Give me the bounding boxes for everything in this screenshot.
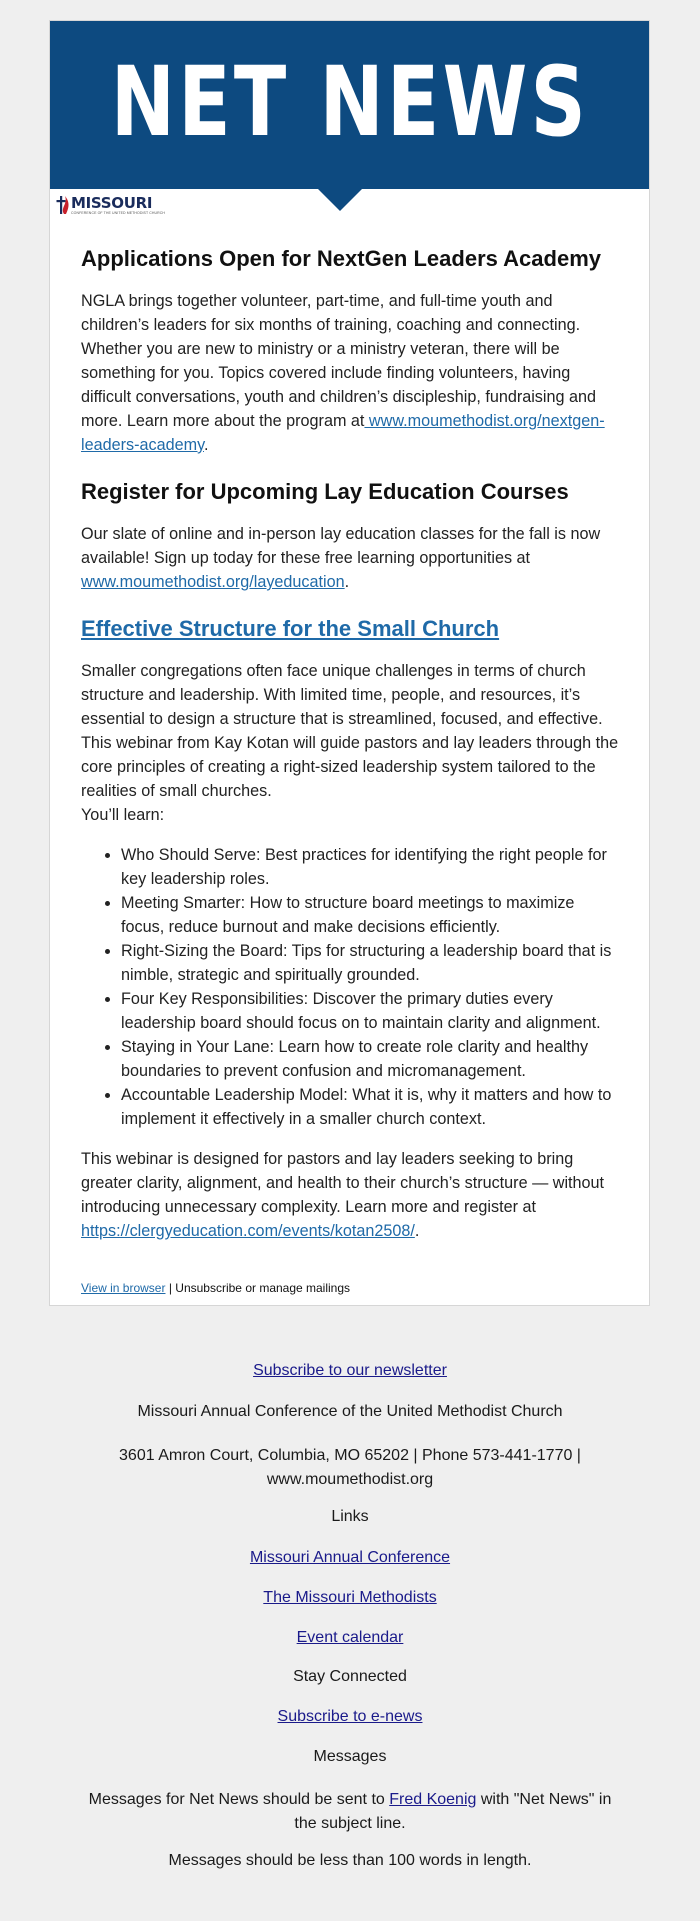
list-item: • Right-Sizing the Board: Tips for structuring a leadership board that is nimble, strategic and spiritually grounded. (121, 939, 621, 987)
card-footer (81, 1281, 621, 1295)
unsubscribe-link[interactable]: Unsubscribe or manage mailings (175, 1281, 351, 1295)
missouri-annual-conference-link[interactable]: Missouri Annual Conference (249, 1549, 451, 1566)
section-body (81, 522, 621, 594)
footer-link-row (0, 1549, 700, 1567)
missouri-methodists-link[interactable]: The Missouri Methodists (263, 1589, 437, 1606)
article-content (81, 245, 621, 1295)
subscribe-newsletter-link[interactable]: Subscribe to our newsletter (253, 1362, 447, 1379)
section-text: NGLA brings together volunteer, part-time, and full-time youth and children’s leaders for six months of training, coaching and connecting. Whether you are new to ministry or a ministry veteran, there will be something for you. Topics covered include finding volunteers, having difficult conversations, youth and children’s discipleship, fundraising and more. Learn more about the program at (81, 292, 597, 430)
list-item: • Who Should Serve: Best practices for identifying the right people for key leadership roles. (121, 843, 621, 891)
messages-line: the subject line. (294, 1815, 406, 1832)
punctuation: . (414, 1222, 420, 1240)
messages-text: with "Net News" in (476, 1791, 612, 1808)
list-item: • Staying in Your Lane: Learn how to create role clarity and healthy boundaries to prevent confusion and micromanagement. (121, 1035, 621, 1083)
messages-heading: Messages (313, 1748, 387, 1765)
address-line: 3601 Amron Court, Columbia, MO 65202 | Phone 573-441-1770 | (119, 1447, 581, 1464)
footer-link-row (0, 1589, 700, 1607)
fred-koenig-link[interactable]: Fred Koenig (389, 1791, 477, 1808)
learn-label: You’ll learn: (81, 806, 165, 824)
subscribe-newsletter-row (0, 1362, 700, 1380)
stay-connected-heading: Stay Connected (293, 1668, 407, 1685)
list-item: • Accountable Leadership Model: What it is, why it matters and how to implement it effectively in a smaller church context. (121, 1083, 621, 1131)
messages-text: Messages for Net News should be sent to (88, 1791, 390, 1808)
subscribe-enews-link[interactable]: Subscribe to e-news (277, 1708, 423, 1725)
newsletter-card (49, 20, 650, 1306)
messages-limit: Messages should be less than 100 words in length. (168, 1852, 532, 1869)
learn-list (81, 843, 621, 1131)
section-text: This webinar is designed for pastors and lay leaders seeking to bring greater clarity, alignment, and health to their church’s structure — without introducing unnecessary complexity. Learn more and register at (81, 1150, 605, 1216)
list-item: • Four Key Responsibilities: Discover the primary duties every leadership board should focus on to maintain clarity and alignment. (121, 987, 621, 1035)
ngla-link[interactable]: www.moumethodist.org/nextgen-leaders-academy (81, 412, 605, 454)
messages-note (0, 1788, 700, 1836)
header-banner (50, 21, 649, 189)
section-body (81, 1147, 621, 1243)
small-church-heading-link[interactable]: Effective Structure for the Small Church (81, 616, 500, 641)
footer-link-row (0, 1629, 700, 1647)
logo-subtitle: CONFERENCE OF THE UNITED METHODIST CHURCH (71, 210, 166, 215)
section-body (81, 289, 621, 457)
logo-name: MISSOURI (71, 193, 153, 212)
messages-line (0, 1788, 700, 1812)
missouri-logo (56, 192, 165, 218)
punctuation: . (203, 436, 209, 454)
section-heading: Applications Open for NextGen Leaders Academy (81, 246, 601, 271)
links-heading: Links (331, 1508, 369, 1525)
event-calendar-link[interactable]: Event calendar (296, 1629, 404, 1646)
banner-title: NET NEWS (110, 46, 589, 158)
address-block (0, 1444, 700, 1492)
punctuation: . (344, 573, 350, 591)
website-line: www.moumethodist.org (266, 1471, 434, 1488)
separator: | (165, 1281, 176, 1295)
org-name: Missouri Annual Conference of the United Methodist Church (137, 1403, 563, 1420)
banner-notch (318, 189, 362, 211)
section-body: Smaller congregations often face unique challenges in terms of church structure and leadership. With limited time, people, and resources, it’s essential to design a structure that is streamlined, focused, and effective. This webinar from Kay Kotan will guide pastors and lay leaders through the core principles of creating a right-sized leadership system tailored to the realities of small churches. (81, 662, 619, 800)
subscribe-enews-row (0, 1708, 700, 1726)
cross-flame-icon (56, 194, 70, 216)
lay-education-link[interactable]: www.moumethodist.org/layeducation (81, 573, 345, 591)
section-text: Our slate of online and in-person lay education classes for the fall is now available! Sign up today for these free learning opportunities at (81, 525, 601, 567)
view-in-browser-link[interactable]: View in browser (81, 1281, 166, 1295)
list-item: • Meeting Smarter: How to structure board meetings to maximize focus, reduce burnout and make decisions efficiently. (121, 891, 621, 939)
kotan-webinar-link[interactable]: https://clergyeducation.com/events/kotan2508/ (81, 1222, 415, 1240)
section-heading: Register for Upcoming Lay Education Courses (81, 479, 569, 504)
